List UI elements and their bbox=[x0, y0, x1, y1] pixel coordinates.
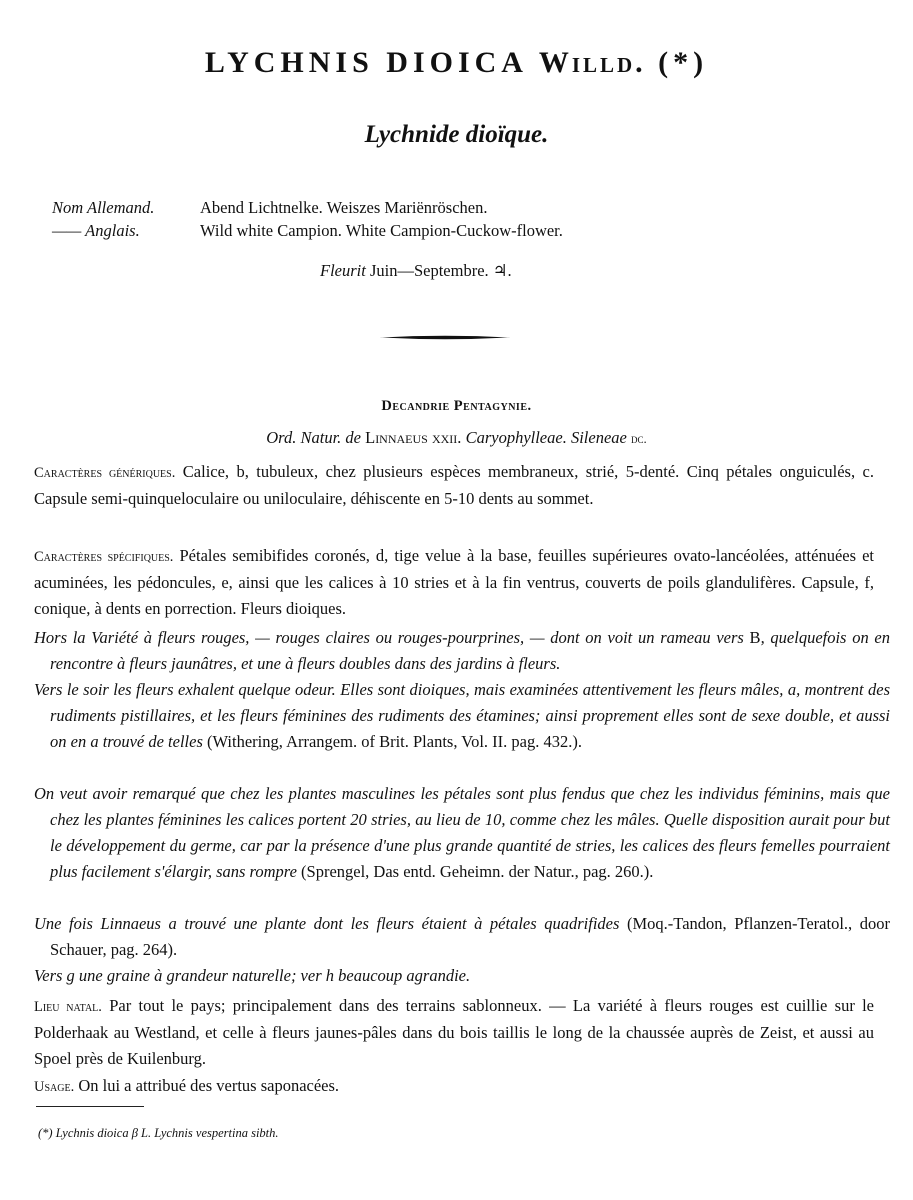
note-paragraph bbox=[34, 677, 890, 755]
note-text: Vers g une graine à grandeur naturelle; ver h beaucoup agrandie. bbox=[34, 966, 471, 985]
title-note-mark: (*) bbox=[658, 46, 709, 79]
linnaeus-ref: Linnaeus xxii. bbox=[365, 428, 462, 447]
dc-ref: dc. bbox=[630, 431, 647, 446]
ord-label: Ord. Natur. de bbox=[266, 428, 361, 447]
note-paragraph bbox=[34, 625, 890, 677]
note-paragraph bbox=[34, 911, 890, 963]
note-paragraph bbox=[34, 781, 890, 885]
habitat-text: Par tout le pays; principalement dans des terrains sablonneux. — La variété à fleurs rouges est cuillie sur le Polderhaak au Westland, et celle à fleurs jaunes-pâles dans du bois taillis le long de la chaussée auprès de Zeist, et aussi au Spoel près de Kuilenburg. bbox=[34, 996, 875, 1068]
note-text: , quelquefois on en rencontre à fleurs jaunâtres, et une à fleurs doubles dans des jardins à fleurs. bbox=[50, 628, 890, 673]
note-ref: (Moq.-Tandon, Pflanzen-Teratol., door Schauer, pag. 264). bbox=[50, 914, 890, 959]
specific-head: Caractères spécifiques. bbox=[34, 549, 174, 565]
common-name-value: Abend Lichtnelke. Weiszes Mariënröschen. bbox=[200, 198, 488, 217]
subtitle: Lychnide dioïque. bbox=[364, 121, 549, 148]
note-text: On veut avoir remarqué que chez les plantes masculines les pétales sont plus fendus que chez les individus féminins, mais que chez les plantes féminines les calices portent 20 stries, au lieu de 10, comme chez les mâles. Quelle disposition aurait pour but le développement du germe, car par la présence d'une plus grande quantité de stries, les calices des fleurs femelles pourraient plus facilement s'élargir, sans rompre bbox=[34, 784, 890, 881]
generic-text: Calice, b, tubuleux, chez plusieurs espèces membraneux, strié, 5-denté. Cinq pétales onguiculés, c. Capsule semi-quinqueloculaire ou uniloculaire, déhiscente en 5-10 dents au sommet. bbox=[34, 462, 874, 508]
usage bbox=[34, 1073, 874, 1100]
flowering-label: Fleurit bbox=[320, 261, 366, 280]
note-text: Hors la Variété à fleurs rouges, — rouges claires ou rouges-pourprines, — dont on voit un rameau vers bbox=[34, 628, 750, 647]
ornamental-rule bbox=[380, 335, 510, 340]
linnaean-class: Decandrie Pentagynie. bbox=[381, 398, 532, 414]
common-name-label: —— Anglais. bbox=[52, 221, 140, 240]
flowering-value: Juin—Septembre. ♃. bbox=[369, 261, 512, 280]
note-paragraph bbox=[34, 963, 890, 989]
flowering-period bbox=[320, 261, 512, 281]
generic-head: Caractères génériques. bbox=[34, 465, 176, 481]
generic-characters bbox=[34, 459, 874, 512]
page-title bbox=[0, 46, 913, 80]
common-name-label: Nom Allemand. bbox=[52, 198, 155, 217]
common-name-german bbox=[52, 198, 487, 218]
family-name: Caryophylleae. Sileneae bbox=[465, 428, 627, 447]
title-author: Willd. bbox=[538, 46, 646, 79]
title-main: LYCHNIS DIOICA bbox=[204, 46, 527, 79]
specific-text: Pétales semibifides coronés, d, tige velue à la base, feuilles supérieures ovato-lancéolées, atténuées et acuminées, les pédoncules, e, ainsi que les calices à 10 stries et à la fin ventrus, couverts de poils glandulifères. Capsule, f, conique, à dents en porrection. Fleurs dioiques. bbox=[34, 546, 875, 618]
common-name-value: Wild white Campion. White Campion-Cuckow-flower. bbox=[200, 221, 563, 240]
common-name-english bbox=[52, 221, 563, 241]
note-text: Vers le soir les fleurs exhalent quelque odeur. Elles sont dioiques, mais examinées attentivement les fleurs mâles, a, montrent des rudiments pistillaires, et les fleurs féminines des rudiments des étamines; ainsi proprement elles sont de sexe double, et aussi on en a trouvé de telles bbox=[34, 680, 890, 751]
usage-text: On lui a attribué des vertus saponacées. bbox=[78, 1076, 340, 1095]
note-ref: (Withering, Arrangem. of Brit. Plants, Vol. II. pag. 432.). bbox=[207, 732, 582, 751]
specific-characters bbox=[34, 543, 874, 622]
note-text: Une fois Linnaeus a trouvé une plante dont les fleurs étaient à pétales quadrifides bbox=[34, 914, 627, 933]
footnote: (*) Lychnis dioica β L. Lychnis vespertina sibth. bbox=[38, 1126, 279, 1140]
habitat bbox=[34, 993, 874, 1072]
footnote-rule bbox=[36, 1106, 144, 1107]
usage-head: Usage. bbox=[34, 1079, 75, 1095]
habitat-head: Lieu natal. bbox=[34, 999, 102, 1015]
note-ref: (Sprengel, Das entd. Geheimn. der Natur., pag. 260.). bbox=[301, 862, 654, 881]
note-ref: B bbox=[749, 628, 761, 647]
natural-order bbox=[0, 428, 913, 448]
